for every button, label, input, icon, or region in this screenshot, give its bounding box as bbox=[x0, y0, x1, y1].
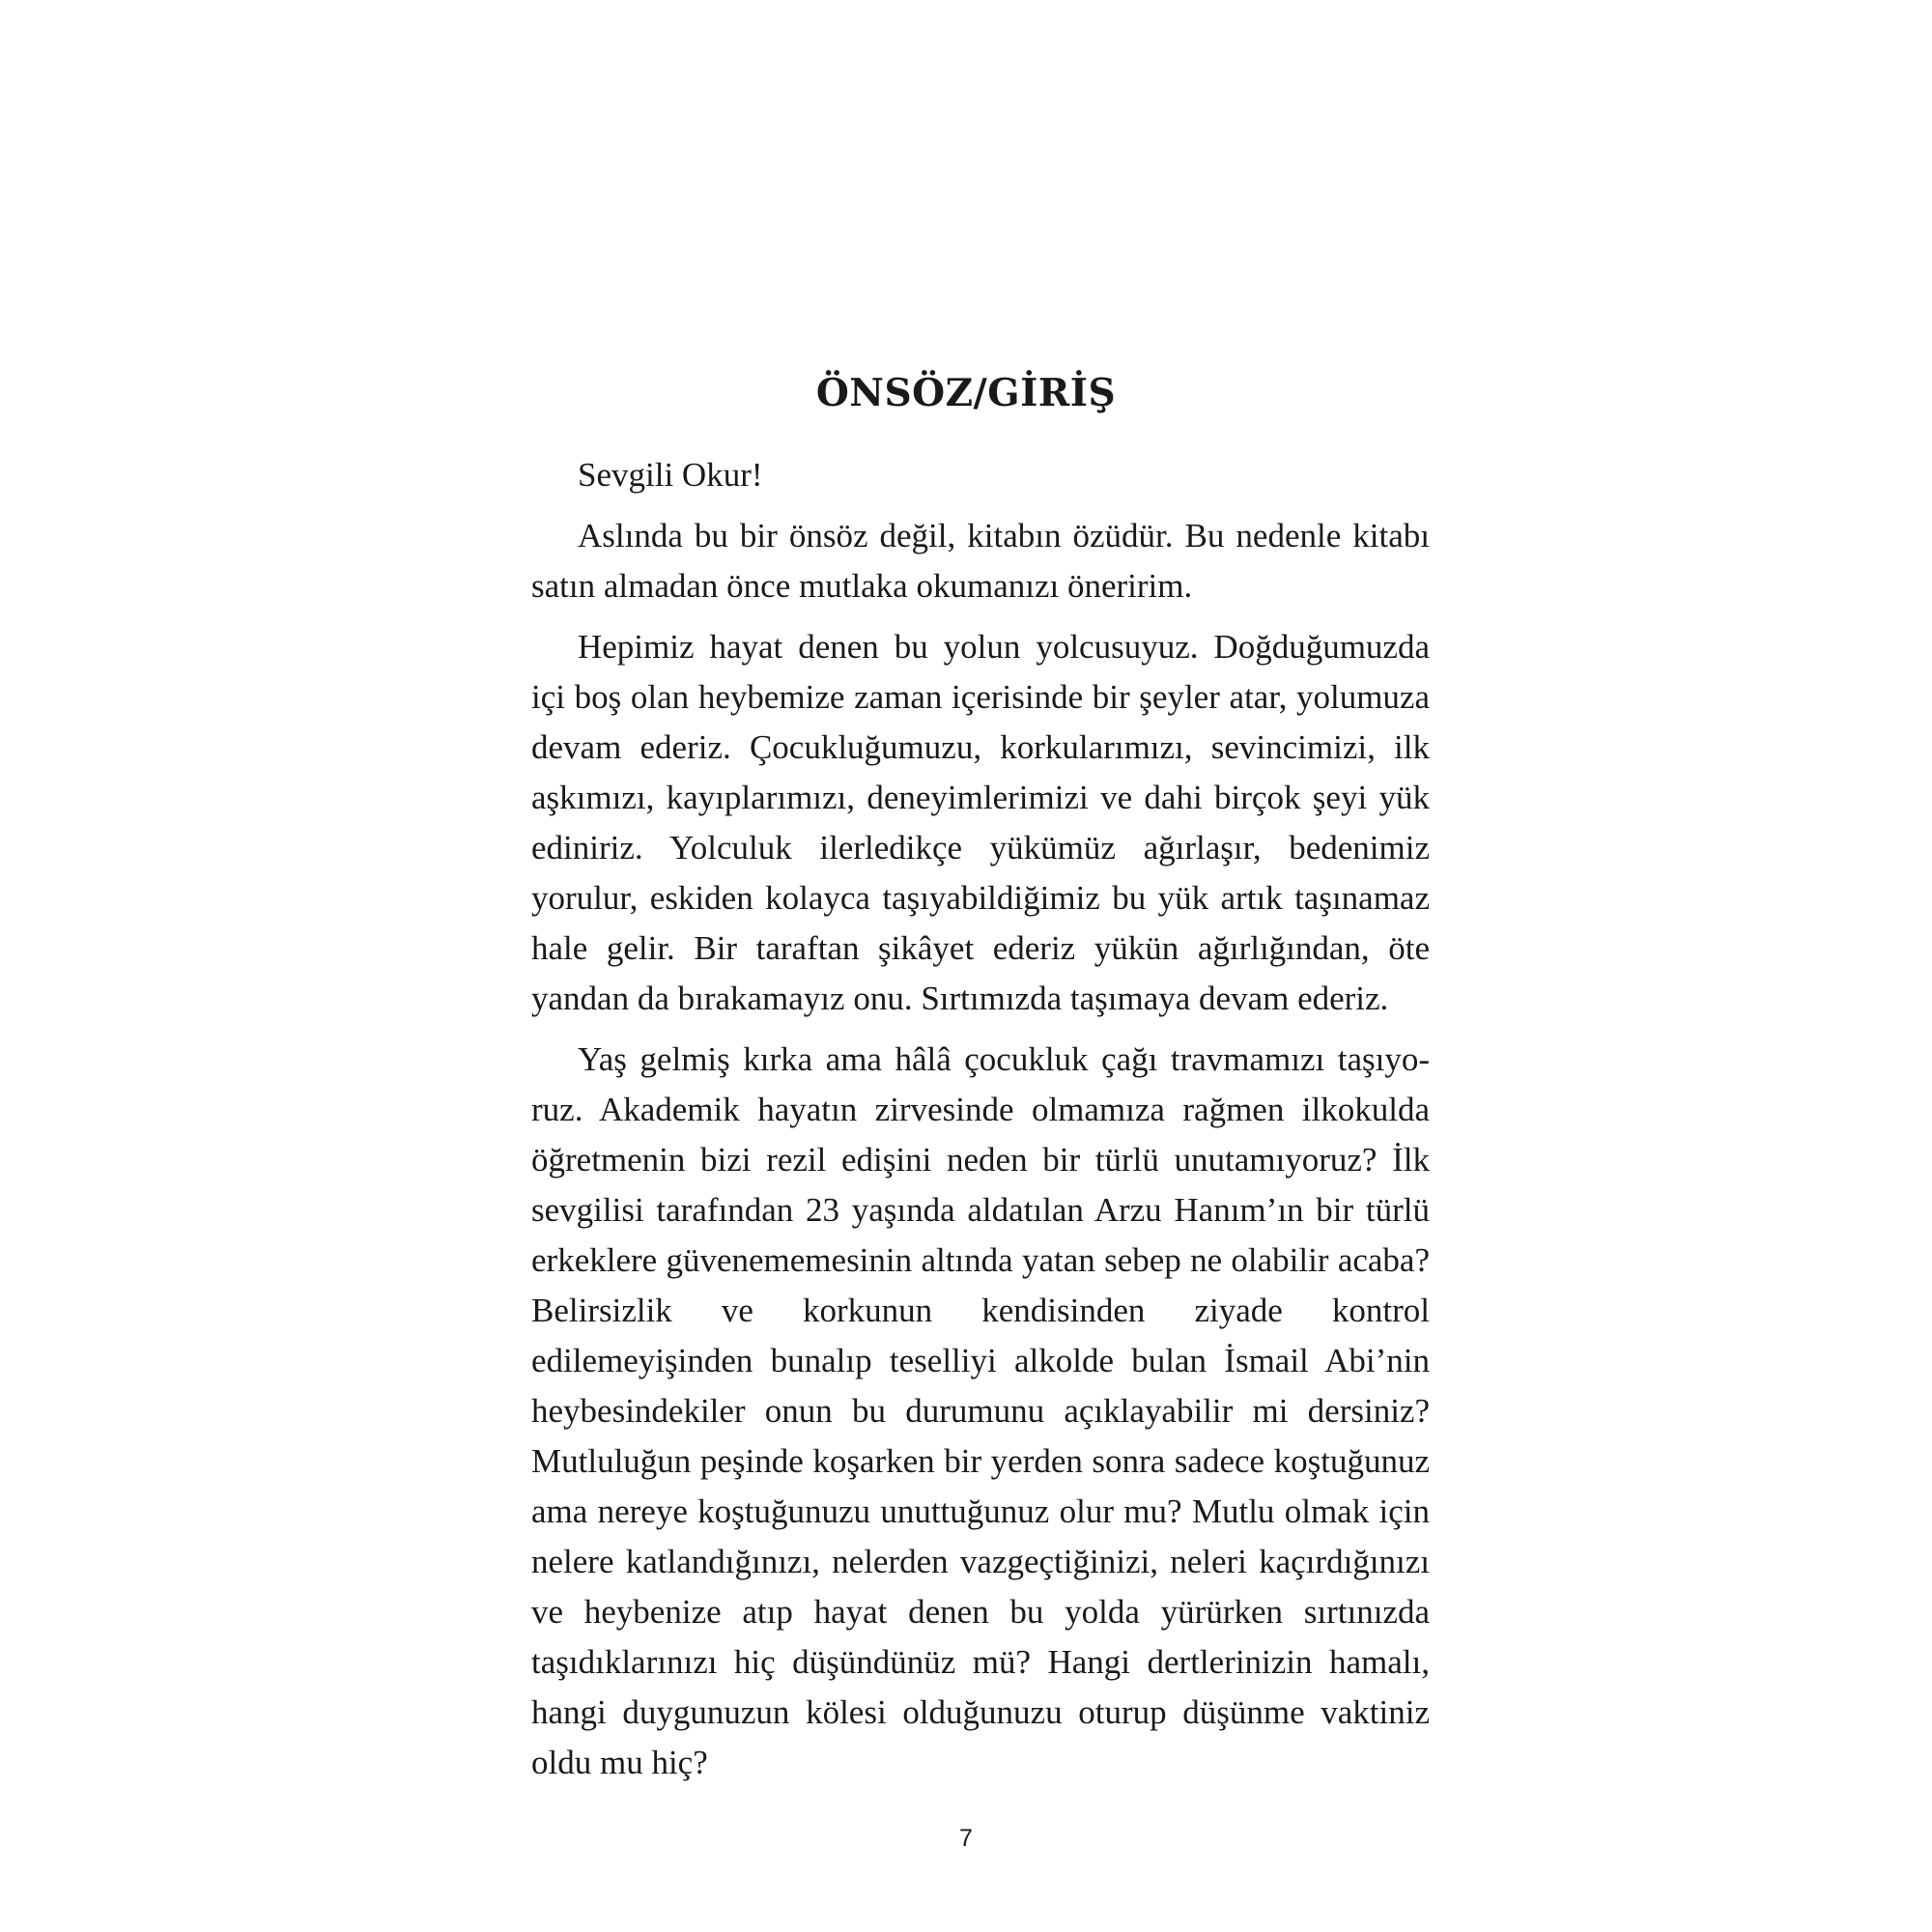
paragraph-questions: Yaş gelmiş kırka ama hâlâ çocukluk çağı travmamızı taşıyoruz. Akademik hayatın zirvesinde olmamıza rağmen ilkokulda öğretmenin bizi rezil edişini neden bir türlü unutamıyoruz? İlk sevgilisi tarafından 23 yaşında aldatılan Arzu Hanım’ın bir türlü erkeklere güvenememesinin altında yatan sebep ne olabilir acaba? Belirsizlik ve korkunun kendisinden ziyade kontrol edilemeyişinden bunalıp teselliyi alkolde bulan İsmail Abi’nin heybesindekiler onun bu durumunu açıklayabilir mi dersiniz? Mutluluğun peşinde koşarken bir yerden sonra sadece koştuğunuz ama nereye koştuğunuzu unuttuğunuz olur mu? Mutlu olmak için nelere katlandığınızı, nelerden vazgeçtiğinizi, neleri kaçırdığınızı ve heybenize atıp hayat denen bu yolda yürürken sırtınızda taşıdıklarınızı hiç düşündünüz mü? Hangi dertlerinizin hamalı, hangi duygunuzun kölesi olduğunuzu oturup düşünme vaktiniz oldu mu hiç? bbox=[531, 1040, 1430, 1781]
paragraph-greeting: Sevgili Okur! bbox=[578, 456, 763, 494]
body-text bbox=[531, 450, 1430, 1799]
page-title: ÖNSÖZ/GİRİŞ bbox=[815, 371, 1117, 415]
page-number: 7 bbox=[959, 1825, 973, 1852]
paragraph-intro: Aslında bu bir önsöz değil, kitabın özüdür. Bu nedenle kitabı satın almadan önce mutlaka okumanızı öneririm. bbox=[531, 517, 1430, 605]
paragraph-journey: Hepimiz hayat denen bu yolun yolcusuyuz. Doğduğumuzda içi boş olan heybemize zaman içerisinde bir şeyler atar, yolumuza devam ederiz. Çocukluğumuzu, korkularımızı, sevincimizi, ilk aşkımızı, kayıplarımızı, deneyimlerimizi ve dahi birçok şeyi yük ediniriz. Yolculuk ilerledikçe yükümüz ağırlaşır, bedenimiz yorulur, eskiden kolayca taşıyabildiğimiz bu yük artık taşınamaz hale gelir. Bir taraftan şikâyet ederiz yükün ağırlığından, öte yandan da bırakamayız onu. Sırtımızda taşımaya devam ederiz. bbox=[531, 628, 1430, 1017]
